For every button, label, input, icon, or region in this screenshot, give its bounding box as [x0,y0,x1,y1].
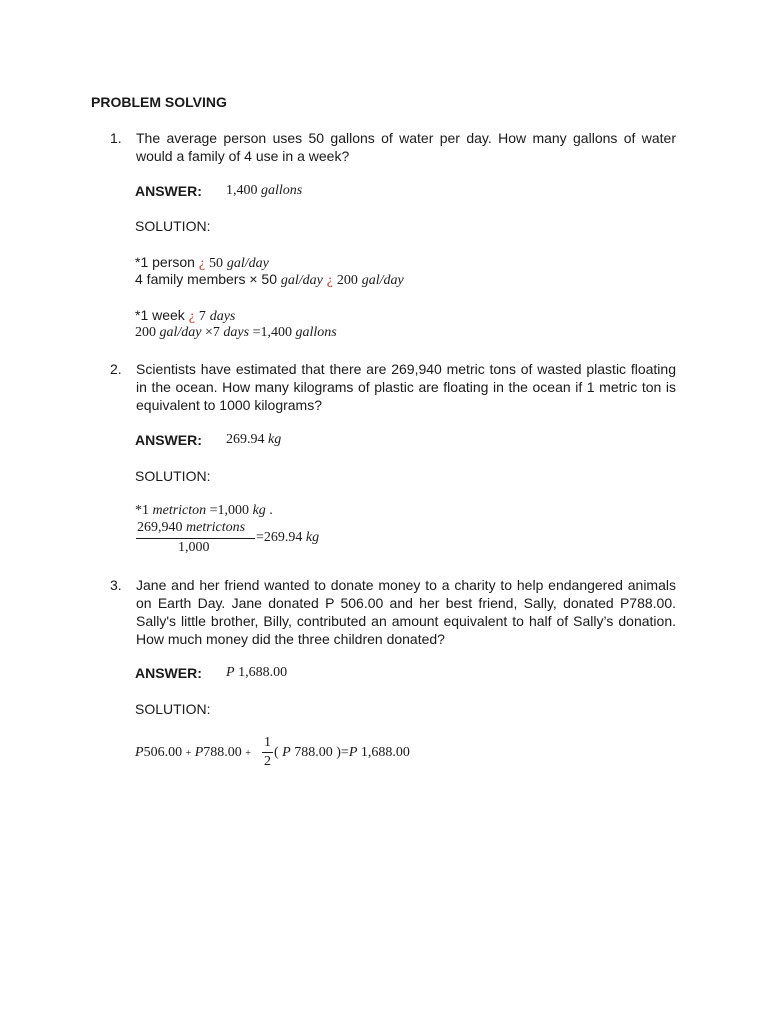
solution-unit: gal/day [280,273,323,288]
page-title: PROBLEM SOLVING [91,94,227,110]
problem-1-solution-line-4 [135,325,337,341]
problem-2-number: 2. [110,361,122,377]
currency-symbol: P [348,745,358,760]
solution-number: 7 [198,309,206,324]
solution-text: 4 family members × 50 [135,271,277,287]
problem-2-fraction-numerator [137,520,245,536]
problem-1-solution-line-1 [135,254,269,272]
currency-symbol: P [282,745,291,760]
solution-unit: gallons [295,325,337,340]
solution-result: 1,688.00 [360,745,410,760]
solution-unit: gal/day [159,325,202,340]
problem-2-text: Scientists have estimated that there are 269,940 metric tons of wasted plastic floating in the ocean. How many kilograms of plastic are floating in the ocean if 1 metric ton is equivalent to 1000 kilograms? [136,361,676,413]
problem-1-number: 1. [110,130,122,146]
solution-result: =269.94 [256,530,303,545]
solution-unit: kg [305,530,320,545]
solution-number: 506.00 [143,745,183,760]
problem-1-solution-label: SOLUTION: [135,218,211,234]
plus-sign: + [245,748,251,759]
problem-1-answer-value: 1,400 [226,183,258,198]
solution-text: *1 week [135,307,185,323]
problem-3-number: 3. [110,577,122,593]
problem-1-solution-line-2 [135,271,404,289]
problem-3-fraction-denominator: 2 [264,754,271,769]
problem-2-fraction-result [256,530,319,546]
solution-unit: metricton [152,503,207,518]
problem-2-fraction-bar [136,538,255,539]
problem-3-solution-equation [135,745,251,761]
solution-result: =1,400 [252,325,292,340]
solution-unit: kg [252,503,266,518]
problem-2-solution-label: SOLUTION: [135,468,211,484]
problem-3-answer-currency: P [226,665,235,680]
close-paren: ) [336,745,341,760]
problem-3-fraction-numerator: 1 [264,735,271,750]
solution-unit: gal/day [226,256,269,271]
solution-unit: metrictons [186,520,246,535]
problem-3-text: Jane and her friend wanted to donate money to a charity to help endangered animals on Earth Day. Jane donated P 506.00 and her best friend, Sally, donated P788.00. Sally's little brother, Billy, contributed an amount equivalent to half of Sally’s donation. How much money did the three children donated? [136,577,676,647]
problem-2-solution-line-1 [135,503,273,519]
problem-3 [110,576,676,656]
solution-number: 200 [135,325,156,340]
problem-2-fraction-denominator: 1,000 [178,540,210,555]
inverted-question-symbol: ¿ [188,309,195,324]
currency-symbol: P [194,745,204,760]
currency-symbol: P [135,745,144,760]
solution-number: =1,000 [209,503,250,518]
problem-1-answer [226,183,302,199]
solution-period: . [269,503,273,518]
problem-1-answer-label: ANSWER: [135,183,202,199]
solution-number: 200 [336,273,358,288]
solution-number: 50 [208,256,223,271]
problem-3-answer-label: ANSWER: [135,665,202,681]
problem-3-answer [226,665,287,681]
problem-2-answer-unit: kg [268,432,282,447]
solution-number: 269,940 [137,520,183,535]
problem-2-answer-label: ANSWER: [135,432,202,448]
solution-text: *1 [135,503,149,518]
equals-sign: = [340,745,349,760]
solution-unit: days [209,309,236,324]
solution-number: ×7 [205,325,220,340]
problem-3-answer-value: 1,688.00 [238,665,288,680]
open-paren: ( [274,745,279,760]
solution-number: 788.00 [203,745,242,760]
inverted-question-symbol: ¿ [198,256,206,271]
problem-1-answer-unit: gallons [261,183,303,198]
inverted-question-symbol: ¿ [326,273,333,288]
problem-1-solution-line-3 [135,307,235,325]
plus-sign: + [185,748,192,759]
problem-2 [110,360,676,420]
problem-3-solution-label: SOLUTION: [135,701,211,717]
solution-number: 788.00 [294,745,333,760]
problem-2-answer-value: 269.94 [226,432,265,447]
problem-3-fraction-bar [262,752,273,753]
solution-unit: days [223,325,250,340]
problem-1-text: The average person uses 50 gallons of water per day. How many gallons of water would a family of 4 use in a week? [136,130,676,164]
problem-3-solution-equation-rest [274,745,410,761]
solution-unit: gal/day [361,273,404,288]
solution-text: *1 person [135,254,195,270]
problem-2-answer [226,432,281,448]
